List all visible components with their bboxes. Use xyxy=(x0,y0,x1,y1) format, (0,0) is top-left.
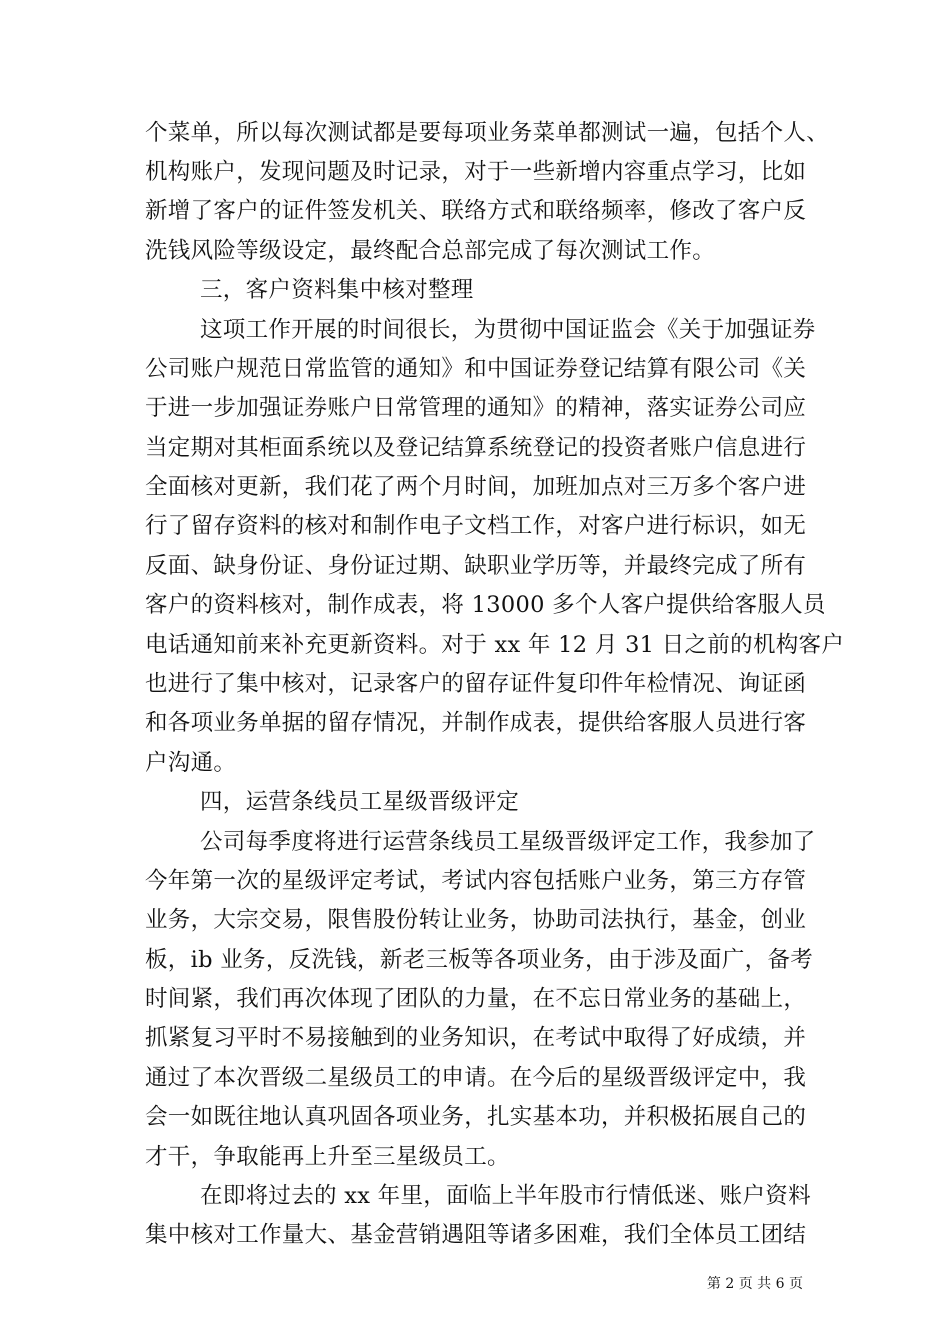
text-line: 会一如既往地认真巩固各项业务，扎实基本功，并积极拓展自己的 xyxy=(145,1104,807,1130)
text-line: 机构账户，发现问题及时记录，对于一些新增内容重点学习，比如 xyxy=(145,159,807,185)
text-line: 洗钱风险等级设定，最终配合总部完成了每次测试工作。 xyxy=(145,238,716,264)
text-line: 电话通知前来补充更新资料。对于 xx 年 12 月 31 日之前的机构客户 xyxy=(145,632,845,658)
section-heading: 四，运营条线员工星级晋级评定 xyxy=(200,789,520,815)
text-line: 时间紧，我们再次体现了团队的力量，在不忘日常业务的基础上， xyxy=(145,986,807,1012)
section-heading: 三，客户资料集中核对整理 xyxy=(200,277,474,303)
text-line: 业务，大宗交易，限售股份转让业务，协助司法执行，基金，创业 xyxy=(145,907,807,933)
text-line: 通过了本次晋级二星级员工的申请。在今后的星级晋级评定中，我 xyxy=(145,1065,807,1091)
text-line: 行了留存资料的核对和制作电子文档工作，对客户进行标识，如无 xyxy=(145,513,807,539)
text-line: 于进一步加强证券账户日常管理的通知》的精神，落实证券公司应 xyxy=(145,395,807,421)
text-line: 集中核对工作量大、基金营销遇阻等诸多困难，我们全体员工团结 xyxy=(145,1222,807,1248)
text-line: 公司账户规范日常监管的通知》和中国证券登记结算有限公司《关 xyxy=(145,356,807,382)
text-line: 个菜单，所以每次测试都是要每项业务菜单都测试一遍，包括个人、 xyxy=(145,120,830,146)
text-line: 抓紧复习平时不易接触到的业务知识，在考试中取得了好成绩，并 xyxy=(145,1025,807,1051)
text-line: 这项工作开展的时间很长，为贯彻中国证监会《关于加强证券 xyxy=(200,317,816,343)
text-line: 也进行了集中核对，记录客户的留存证件复印件年检情况、询证函 xyxy=(145,671,807,697)
text-line: 在即将过去的 xx 年里，面临上半年股市行情低迷、账户资料 xyxy=(200,1183,811,1209)
text-line: 才干，争取能再上升至三星级员工。 xyxy=(145,1144,510,1170)
text-line: 反面、缺身份证、身份证过期、缺职业学历等，并最终完成了所有 xyxy=(145,553,807,579)
text-line: 当定期对其柜面系统以及登记结算系统登记的投资者账户信息进行 xyxy=(145,435,807,461)
text-line: 户沟通。 xyxy=(145,750,237,776)
text-line: 和各项业务单据的留存情况，并制作成表，提供给客服人员进行客 xyxy=(145,710,807,736)
text-line: 公司每季度将进行运营条线员工星级晋级评定工作，我参加了 xyxy=(200,829,816,855)
text-line: 全面核对更新，我们花了两个月时间，加班加点对三万多个客户进 xyxy=(145,474,807,500)
text-line: 新增了客户的证件签发机关、联络方式和联络频率，修改了客户反 xyxy=(145,198,807,224)
text-line: 客户的资料核对，制作成表，将 13000 多个人客户提供给客服人员 xyxy=(145,592,826,618)
text-line: 今年第一次的星级评定考试，考试内容包括账户业务，第三方存管 xyxy=(145,868,807,894)
page-number: 第 2 页 共 6 页 xyxy=(706,1276,803,1292)
text-line: 板，ib 业务，反洗钱，新老三板等各项业务，由于涉及面广，备考 xyxy=(145,947,814,973)
